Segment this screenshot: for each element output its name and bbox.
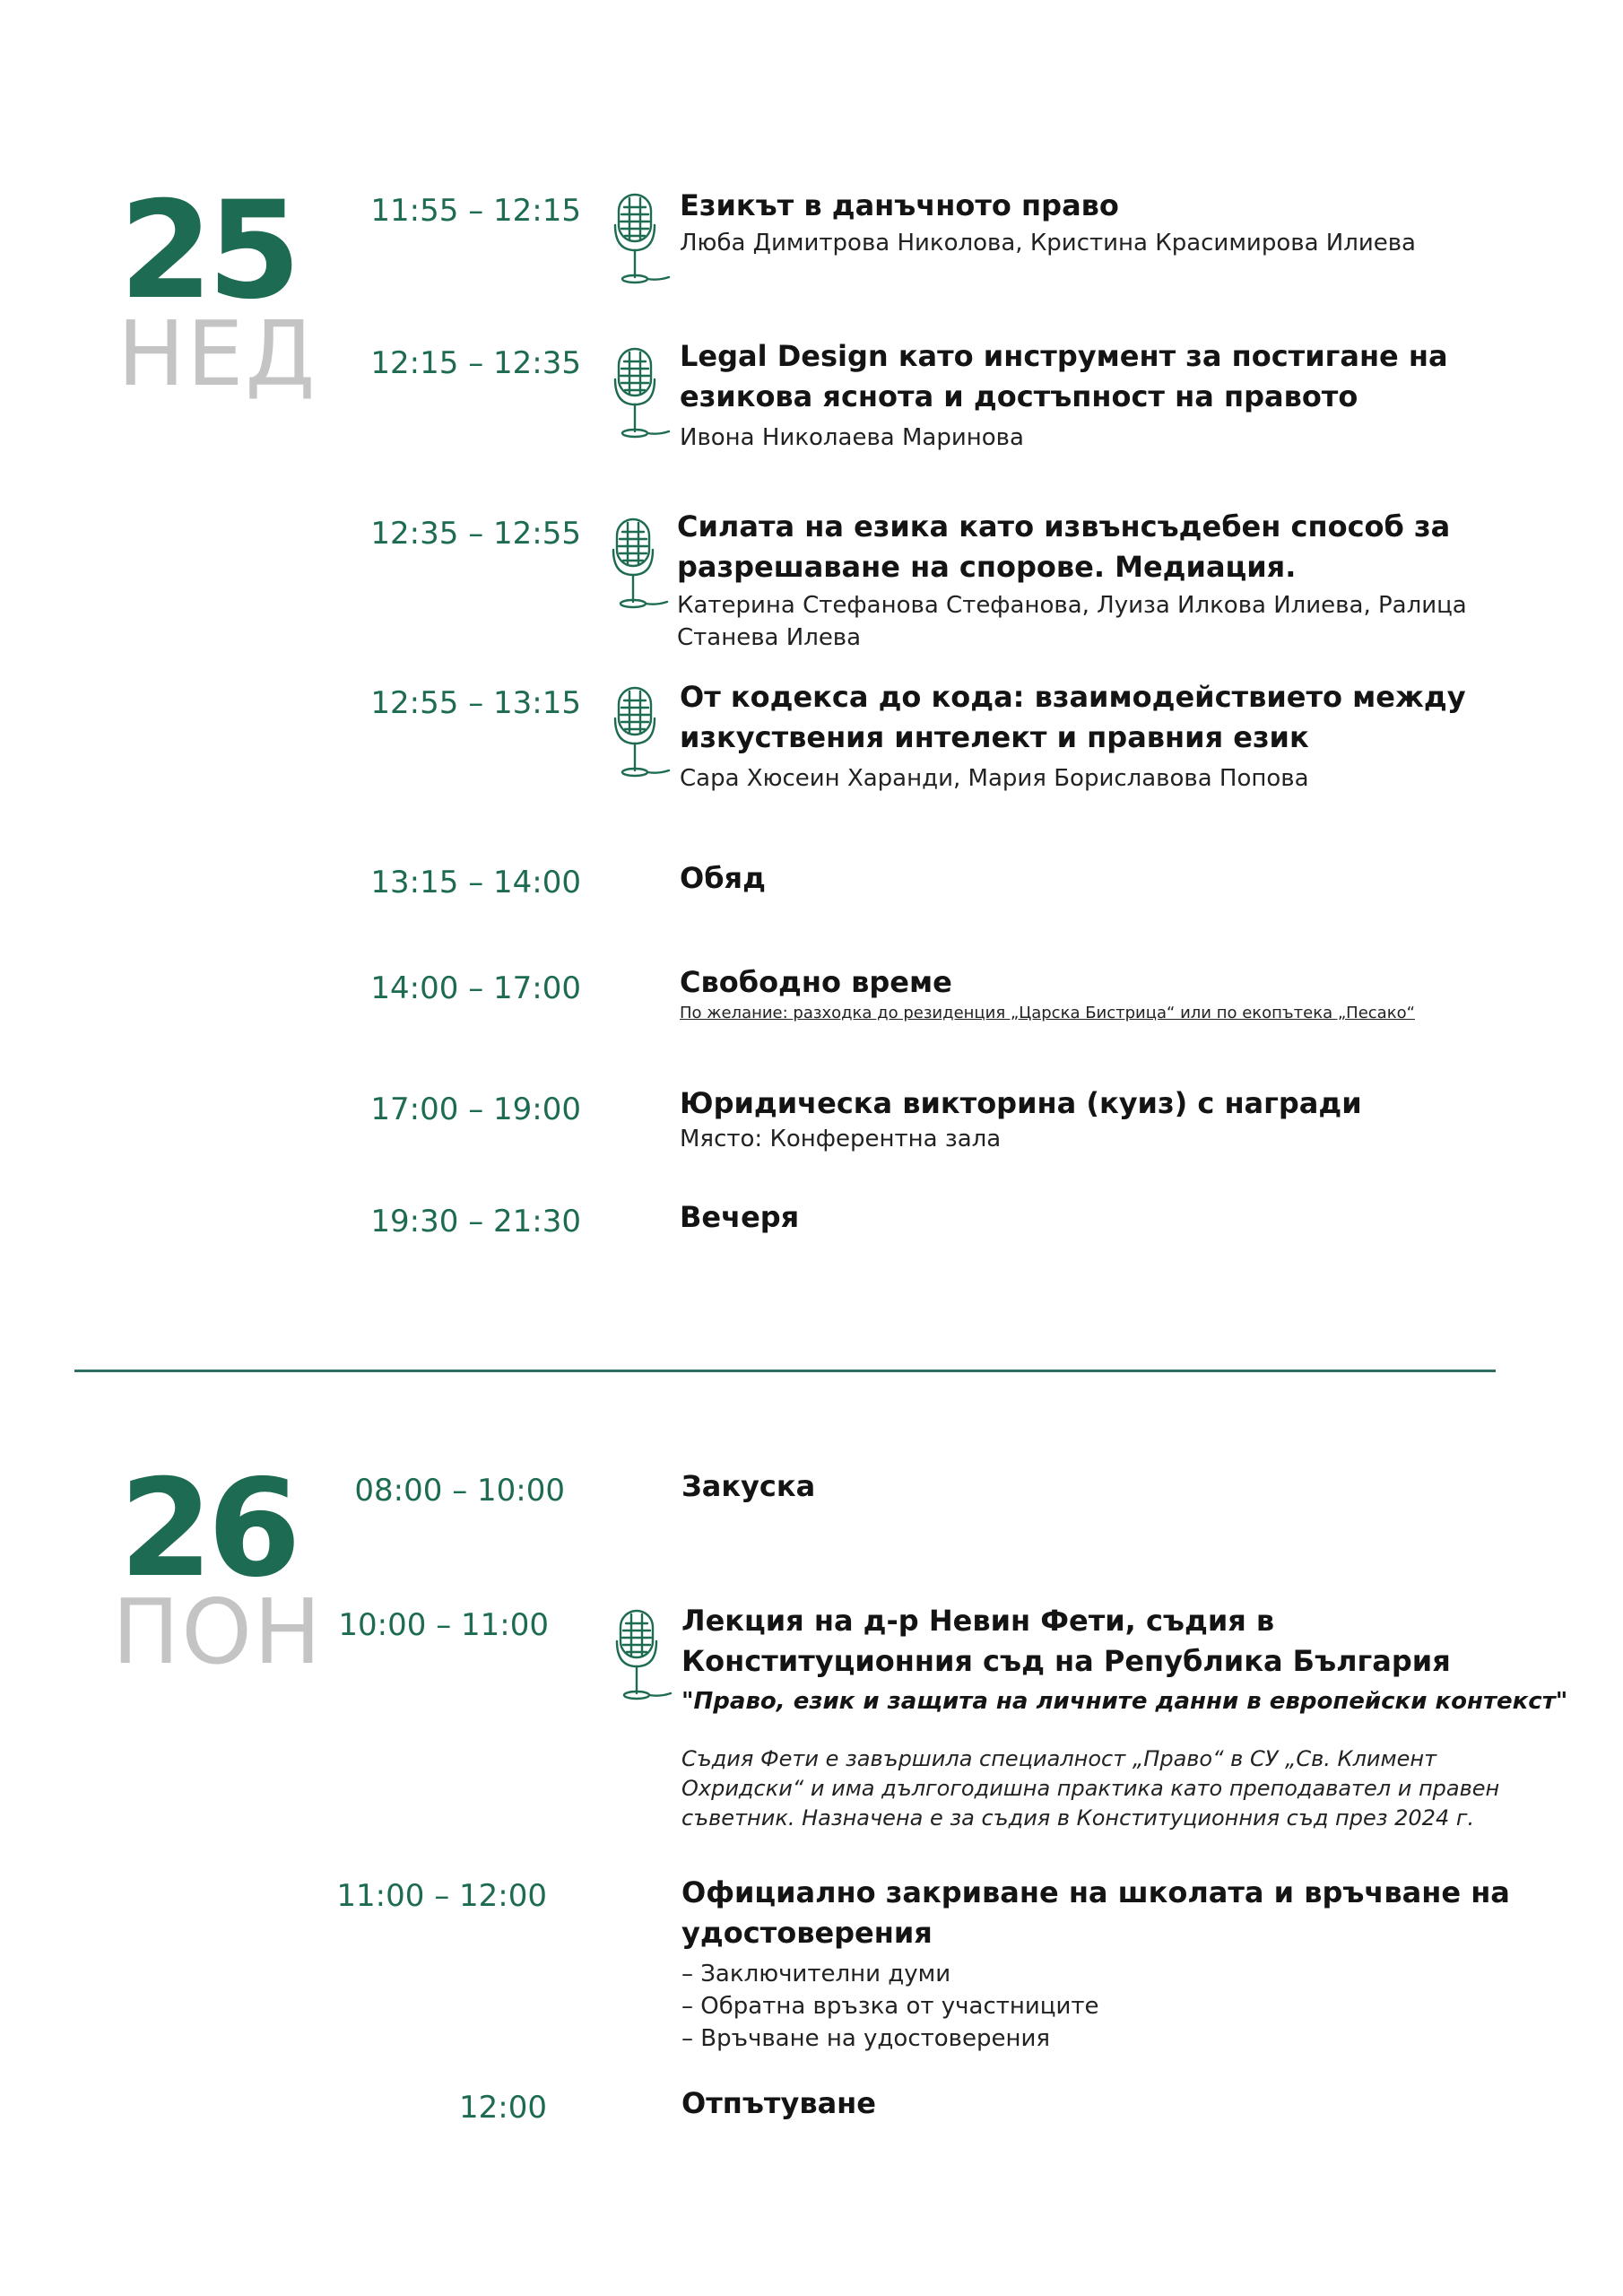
session-time: 12:35 – 12:55 (370, 516, 581, 552)
session-time: 08:00 – 10:00 (354, 1473, 565, 1509)
microphone-icon (603, 191, 674, 290)
session-speakers: Катерина Стефанова Стефанова, Луиза Илкова Илиева, Ралица Станева Илева (677, 592, 1467, 651)
day-number-25: 25 (119, 173, 296, 329)
session-title: Юридическа викторина (куиз) с награди (680, 1086, 1362, 1120)
session-title: Отпътуване (681, 2086, 876, 2120)
session-title: Закуска (681, 1469, 816, 1503)
session-speakers: Сара Хюсеин Харанди, Мария Бориславова Попова (680, 765, 1309, 792)
session-time: 13:15 – 14:00 (370, 865, 581, 900)
session-title: От кодекса до кода: взаимодействието между изкуствения интелект и правния език (680, 680, 1466, 754)
session-title: Legal Design като инструмент за постигане на езикова яснота и достъпност на правото (680, 339, 1448, 413)
day-number-26: 26 (119, 1451, 296, 1607)
session-time: 17:00 – 19:00 (370, 1091, 581, 1127)
session-title: Лекция на д-р Невин Фети, съдия в Конституционния съд на Република България (681, 1604, 1451, 1678)
weekday-sun: НЕД (117, 301, 317, 406)
session-location: Място: Конферентна зала (680, 1126, 1002, 1152)
microphone-icon (604, 1607, 676, 1706)
session-time: 12:55 – 13:15 (370, 685, 581, 721)
session-title: Официално закриване на школата и връчване на удостоверения (681, 1875, 1510, 1950)
session-time: 12:00 (459, 2090, 547, 2126)
optional-excursion-link[interactable]: По желание: разходка до резиденция „Царска Бистрица“ или по екопътека „Песако“ (680, 1004, 1415, 1022)
session-title: Обяд (680, 861, 766, 895)
session-time: 12:15 – 12:35 (370, 345, 581, 381)
session-time: 14:00 – 17:00 (370, 970, 581, 1006)
session-title: Силата на езика като извънсъдебен способ за разрешаване на спорове. Медиация. (677, 509, 1451, 584)
session-title: Езикът в данъчното право (680, 188, 1119, 222)
weekday-mon: ПОН (112, 1579, 324, 1684)
agenda-item: – Обратна връзка от участниците (681, 1993, 1099, 2020)
session-time: 10:00 – 11:00 (338, 1607, 549, 1643)
session-speakers: Люба Димитрова Николова, Кристина Красимирова Илиева (680, 230, 1416, 257)
lecturer-bio: Съдия Фети е завършила специалност „Право“ в СУ „Св. Климент Охридски“ и има дългогодишна практика като преподавател и правен съветник. Назначена е за съдия в Конституционния съд през 2024 г. (681, 1746, 1500, 1831)
session-title: Свободно време (680, 965, 952, 999)
microphone-icon (603, 684, 674, 783)
agenda-item: – Връчване на удостоверения (681, 2025, 1051, 2052)
lecture-topic: "Право, език и защита на личните данни в европейски контекст" (681, 1688, 1568, 1715)
day-divider (74, 1370, 1496, 1372)
session-time: 19:30 – 21:30 (370, 1204, 581, 1239)
agenda-item: – Заключителни думи (681, 1961, 951, 1987)
microphone-icon (601, 516, 673, 614)
session-title: Вечеря (680, 1200, 800, 1234)
session-time: 11:00 – 12:00 (336, 1878, 547, 1914)
session-time: 11:55 – 12:15 (370, 193, 581, 229)
microphone-icon (603, 345, 674, 444)
session-speakers: Ивона Николаева Маринова (680, 424, 1024, 451)
closing-agenda (681, 1958, 1488, 2055)
